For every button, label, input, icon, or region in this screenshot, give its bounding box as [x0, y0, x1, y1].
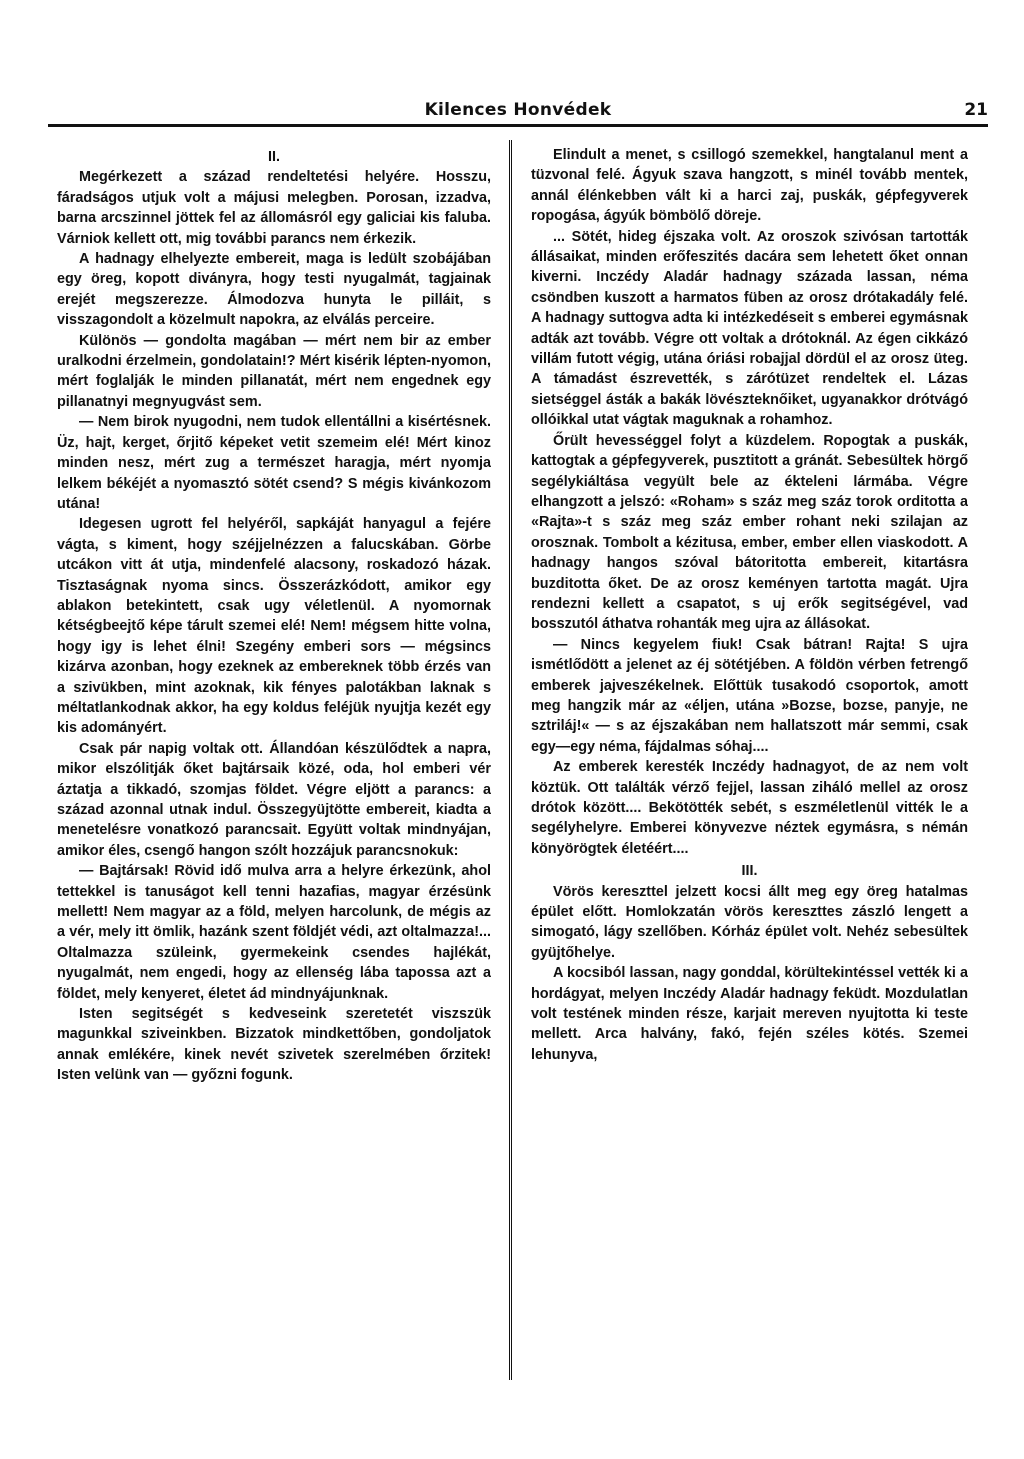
paragraph: — Bajtársak! Rövid idő mulva arra a helyre érkezünk, ahol tettekkel is tanuságot kell tenni hazafias, magyar érzésünk mellett! Nem magyar az a föld, melyen harcolunk, de mégis az a vér, mely itt ömlik, hazánk szent földjét védi, azt oltalmazza!... Oltalmazza szüleink, gyermekeink csendes hajlékát, nyugalmát, nem engedi, hogy az ellenség lába tapossa azt a földet, mely kenyeret, életet ád mindnyájunknak. [57, 863, 491, 1002]
paragraph: Az emberek keresték Inczédy hadnagyot, de az nem volt köztük. Ott találták vérző fejjel, lassan ziháló mellel az orosz drótok között.... Bekötötték sebét, s eszméletlenül vitték le a segélyhelyre. Emberei könyvezve néztek egymásra, s némán könyörögtek életéért.... [531, 759, 968, 857]
paragraph: Különös — gondolta magában — mért nem bir az ember uralkodni érzelmein, gondolatain!? Mért kisérik lépten-nyomon, mért foglalják le minden pillanatát, mért nem engednek egy pillanatnyi megnyugvást sem. [57, 332, 491, 410]
running-header [48, 100, 988, 126]
paragraph: Elindult a menet, s csillogó szemekkel, hangtalanul ment a tüzvonal felé. Ágyuk szava hangzott, s minél tovább mentek, annál élénkebben vált ki a harci zaj, puskák, gépfegyverek ropogása, ágyúk bömbölő döreje. [531, 147, 968, 225]
paragraph: A hadnagy elhelyezte embereit, maga is ledült szobájában egy öreg, kopott diványra, hogy testi nyugalmát, tagjainak erejét megszerezze. Álmodozva hunyta le pilláit, s visszagondolt a közelmult napokra, az elválás perceire. [57, 251, 491, 329]
paragraph: — Nincs kegyelem fiuk! Csak bátran! Rajta! S ujra ismétlődött a jelenet az éj sötétjében. A földön vérben fetrengő emberek jajveszékelnek. Előttük tusakodó csoportok, amott meg hangzik már az «éljen, utána »Bozse, bozse, panyje, ne sztriláj!« — s az éjszakában nem hallatszott már semmi, csak egy—egy néma, fájdalmas sóhaj.... [531, 636, 968, 755]
paragraph: ... Sötét, hideg éjszaka volt. Az oroszok szivósan tartották állásaikat, minden erőfeszités dacára sem lehetett őket onnan kiverni. Inczédy Aladár hadnagy százada lassan, néma csöndben kuszott a harmatos füben az orosz drótakadály felé. A hadnagy suttogva adta ki intézkedéseit s emberei egymásnak adták azt tovább. Végre ott voltak a drótoknál. Az égen cikkázó villám futott végig, utána óriási robajjal dördül el az orosz üteg. A támadást észrevették, s zárótüzet rendeltek el. Lázas sietséggel ásták a bakák lövészteknőiket, ugyanakkor drótvágó ollóikkal utat vágtak maguknak a rohamhoz. [531, 228, 968, 429]
paragraph: Csak pár napig voltak ott. Állandóan készülődtek a napra, mikor elszólitják őket bajtársaik közé, oda, hol emberi vér áztatja a tikkadó, szomjas földet. Végre eljött a parancs: a század azonnal utnak indul. Összegyüjtötte embereit, kiadta a menetelésre vonatkozó parancsait. Együtt voltak mindnyájan, amikor éles, csengő hangon szólt hozzájuk parancsnokuk: [57, 740, 491, 859]
right-column [531, 145, 968, 1419]
column-divider [509, 140, 514, 1380]
paragraph: Isten segitségét s kedveseink szeretetét viszszük magunkkal sziveinkben. Bizzatok mindkettőben, gondoljatok annak emlékére, kinek nevét szivetek szerelmében őrzitek! Isten velünk van — győzni fogunk. [57, 1006, 491, 1084]
left-column [57, 145, 491, 1419]
journal-title: Kilences Honvédek [424, 100, 612, 120]
paragraph: — Nem birok nyugodni, nem tudok ellentállni a kisértésnek. Üz, hajt, kerget, őrjitő képeket vetit szemeim elé! Mért kinoz minden nesz, mért zug a természet haragja, mért nyomja lelkem békéjét a nyomasztó sötét csend? S mégis kivánkozom utána! [57, 414, 491, 512]
paragraph: Megérkezett a század rendeltetési helyére. Hosszu, fáradságos utjuk volt a májusi melegben. Porosan, izzadva, barna arcszinnel jöttek fel az állomásról egy galiciai kis faluba. Várniok kellett ott, mig további parancs nem érkezik. [57, 169, 491, 247]
header-rule [48, 124, 988, 127]
paragraph: A kocsiból lassan, nagy gonddal, körültekintéssel vették ki a hordágyat, melyen Inczédy Aladár hadnagy feküdt. Mozdulatlan volt testének minden része, karjait mereven nyujtotta ki teste mellett. Arca halvány, fakó, fején széles kötés. Szemei lehunyva, [531, 965, 968, 1063]
section-heading-iii: III. [741, 863, 758, 880]
section-heading-ii: II. [268, 149, 280, 165]
paragraph: Vörös kereszttel jelzett kocsi állt meg egy öreg hatalmas épület előtt. Homlokzatán vörös kereszttes zászló lengett a simogató, lágy szellőben. Kórház épület volt. Nehéz sebesültek gyüjtőhelye. [531, 883, 968, 961]
paragraph: Idegesen ugrott fel helyéről, sapkáját hanyagul a fejére vágta, s kiment, hogy széjjelnézzen a falucskában. Görbe utcákon vitt át utja, mindenfelé alacsony, roskadozó házak. Tisztaságnak nyoma sincs. Összerázkódott, amikor egy ablakon betekintett, csak ugy véletlenül. A nyomornak kétségbeejtő képe tárult szemei elé! Nem! mégsem hitte volna, hogy igy is lehet élni! Szegény emberi sors — mégsincs kizárva azonban, hogy ezeknek az embereknek több érzés van a szivükben, mint azoknak, kik fényes palotákban laknak s méltatlankodnak akkor, ha egy koldus feléjük nyujtja kezét egy kis adományért. [57, 516, 491, 737]
paragraph: Őrült hevességgel folyt a küzdelem. Ropogtak a puskák, kattogtak a gépfegyverek, pusztitott a gránát. Sebesültek hörgő segélykiáltása vegyült bele az ékteleni lármába. Végre elhangzott a jelszó: «Roham» s száz meg száz torok orditotta a «Rajta»-t s száz meg száz ember rohant neki szilajan az orosznak. Tombolt a kézitusa, ember, ember ellen viaskodott. A hadnagy hangos szóval bátoritotta embereit, kitartásra buzditotta őket. De az orosz keményen tartotta magát. Ujra rendezni kellett a csapatot, s uj erők segitségével, vad bosszutól áthatva rohanták meg ujra az állásokat. [531, 432, 968, 633]
page-number: 21 [964, 100, 988, 120]
